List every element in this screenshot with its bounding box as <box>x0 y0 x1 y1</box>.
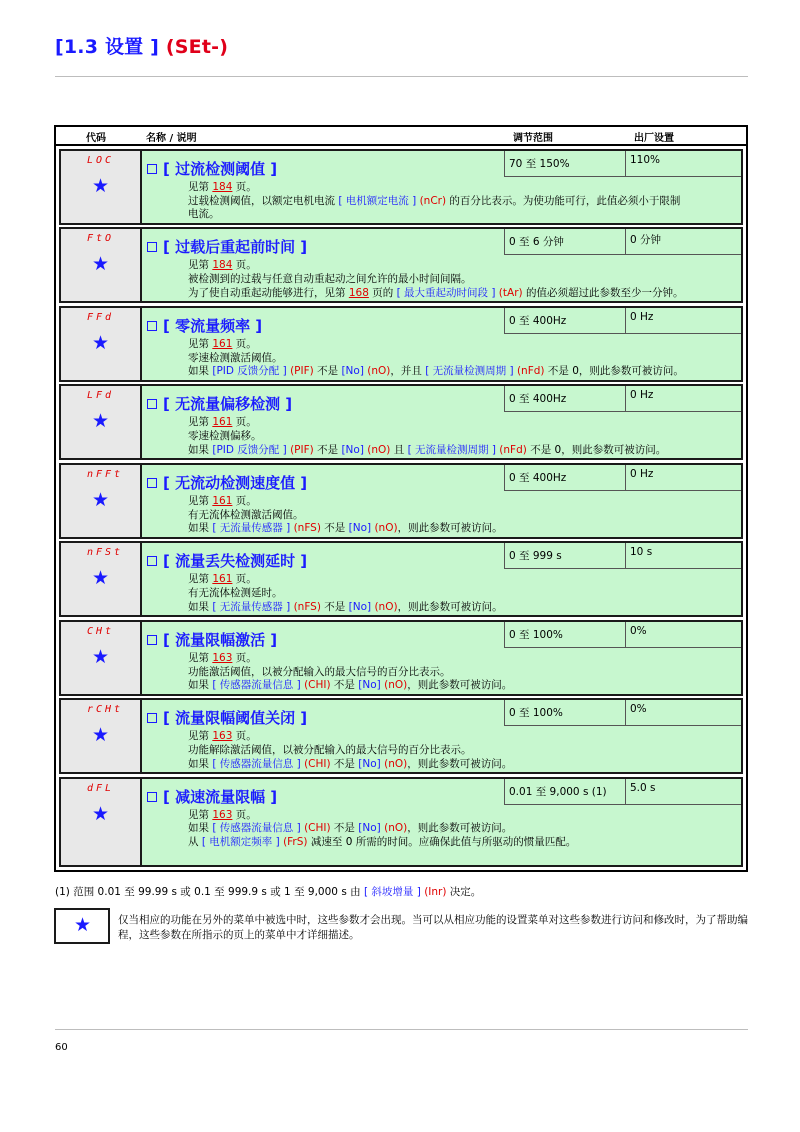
description-cell <box>142 777 743 867</box>
param-code-ref: (nO) <box>367 365 391 378</box>
param-code-ref: (nO) <box>374 600 398 613</box>
desc-text: 见第 <box>188 494 213 507</box>
description-line <box>188 652 725 666</box>
description-line <box>188 836 725 850</box>
desc-text: 被检测到的过载与任意自动重起动之间允许的最小时间间隔。 <box>188 273 472 286</box>
param-code-ref: (nFd) <box>516 365 545 378</box>
table-row <box>59 541 743 617</box>
header-factory: 出厂设置 <box>634 133 674 144</box>
param-ref: [ 电机额定电流 ] <box>338 194 417 207</box>
parameter-table <box>54 125 748 872</box>
param-name: [ 无流动检测速度值 ] <box>163 473 308 492</box>
param-code-ref: (tAr) <box>498 286 523 299</box>
desc-text: 不是 <box>320 522 349 535</box>
desc-text: 的值必须超过此参数至少一分钟。 <box>522 286 684 299</box>
param-ref: [ 无流量传感器 ] <box>212 522 291 535</box>
desc-text: 页。 <box>232 808 257 821</box>
description-line <box>188 601 725 615</box>
description-line <box>188 259 725 273</box>
description-line <box>188 758 725 772</box>
desc-text: 功能激活阈值，以被分配输入的最大信号的百分比表示。 <box>188 665 451 678</box>
desc-text: 如果 <box>188 443 213 456</box>
param-ref: [No] <box>358 757 381 770</box>
desc-text: 决定。 <box>446 886 482 898</box>
desc-text: 见第 <box>188 651 213 664</box>
table-row <box>59 306 743 382</box>
param-description <box>188 338 725 379</box>
desc-text: 过载检测阈值，以额定电机电流 <box>188 194 339 207</box>
desc-text: 如果 <box>188 365 213 378</box>
param-code-ref: (CHI) <box>304 679 331 692</box>
desc-text: 从 <box>188 836 202 849</box>
description-line <box>188 444 725 458</box>
top-divider <box>55 76 748 77</box>
description-line <box>188 495 725 509</box>
param-ref: [ 电机额定频率 ] <box>201 836 280 849</box>
code-cell <box>59 620 142 696</box>
star-icon: ★ <box>92 253 110 276</box>
header-name: 名称 / 说明 <box>146 133 197 144</box>
factory-value: 10 s <box>625 543 741 569</box>
param-description <box>188 730 725 771</box>
table-row <box>59 463 743 539</box>
factory-value: 0 Hz <box>625 386 741 412</box>
description-line <box>188 809 725 823</box>
page-ref-link[interactable]: 184 <box>212 181 233 193</box>
param-name: [ 无流量偏移检测 ] <box>163 395 293 414</box>
param-ref: [ 传感器流量信息 ] <box>212 757 301 770</box>
desc-text: 不是 <box>313 443 342 456</box>
code-cell <box>59 698 142 774</box>
desc-text: 见第 <box>188 808 213 821</box>
param-name-line <box>147 707 307 728</box>
param-name: [ 流量限幅激活 ] <box>163 630 278 649</box>
param-code: nFSt <box>87 547 124 559</box>
param-name-line <box>147 393 292 414</box>
page-ref-link[interactable]: 161 <box>212 494 233 507</box>
desc-text: 不是 0，则此参数可被访问。 <box>544 365 684 378</box>
description-cell <box>142 149 743 225</box>
param-name: [ 减速流量限幅 ] <box>163 787 278 806</box>
desc-text: 页。 <box>232 494 257 507</box>
param-ref: [No] <box>341 365 364 378</box>
star-icon: ★ <box>92 802 110 825</box>
desc-text: 的百分比表示。为使功能可行，此值必须小于限制 <box>446 194 681 207</box>
param-code: CHt <box>87 625 115 637</box>
param-name: [ 过载后重起前时间 ] <box>163 238 308 257</box>
desc-text: ，则此参数可被访问。 <box>397 600 503 613</box>
range-value: 0 至 100% <box>504 622 625 648</box>
range-value: 0 至 999 s <box>504 543 625 569</box>
desc-text: 如果 <box>188 757 213 770</box>
code-cell <box>59 306 142 382</box>
param-code: dFL <box>87 782 115 794</box>
param-description <box>188 495 725 536</box>
param-ref: [No] <box>358 822 381 835</box>
code-cell <box>59 463 142 539</box>
desc-text: 如果 <box>188 522 213 535</box>
param-code-ref: (nFd) <box>499 443 527 456</box>
checkbox-icon <box>147 399 157 409</box>
param-description <box>188 652 725 693</box>
desc-text: 页。 <box>232 730 257 743</box>
desc-text: ，并且 <box>390 365 426 378</box>
factory-value: 0% <box>625 700 741 726</box>
param-description <box>188 416 725 457</box>
desc-text: 见第 <box>188 416 213 429</box>
param-name-line <box>147 629 277 650</box>
param-ref: [No] <box>358 679 381 692</box>
description-line <box>188 573 725 587</box>
code-cell <box>59 384 142 460</box>
param-code-ref: (nFS) <box>293 522 321 535</box>
param-ref: [ 斜坡增量 ] <box>363 886 421 898</box>
table-row <box>59 698 743 774</box>
desc-text: 有无流体检测激活阈值。 <box>188 508 304 521</box>
code-cell <box>59 149 142 225</box>
page-title-main: [1.3 设置 ] <box>55 36 160 58</box>
param-ref: [PID 反馈分配 ] <box>212 365 287 378</box>
param-description <box>188 181 725 222</box>
checkbox-icon <box>147 635 157 645</box>
param-ref: [No] <box>348 522 372 535</box>
checkbox-icon <box>147 321 157 331</box>
checkbox-icon <box>147 792 157 802</box>
star-icon: ★ <box>92 331 110 354</box>
desc-text: 如果 <box>188 600 213 613</box>
desc-text: 零速检测激活阈值。 <box>188 351 283 364</box>
description-cell <box>142 384 743 460</box>
code-cell <box>59 541 142 617</box>
desc-text: 不是 <box>330 757 359 770</box>
page-ref-link[interactable]: 163 <box>212 808 233 821</box>
star-icon: ★ <box>92 410 110 433</box>
range-value: 0 至 400Hz <box>504 308 625 334</box>
desc-text: 不是 <box>320 600 349 613</box>
description-line <box>188 744 725 758</box>
param-ref: [No] <box>341 443 364 456</box>
param-code-ref: (Inr) <box>424 886 447 898</box>
description-line <box>188 666 725 680</box>
desc-text: 页的 <box>368 286 397 299</box>
param-name-line <box>147 158 277 179</box>
description-cell <box>142 620 743 696</box>
param-ref: [PID 反馈分配 ] <box>212 443 287 456</box>
param-code: LFd <box>87 390 115 402</box>
param-description <box>188 809 725 850</box>
param-ref: [ 最大重起动时间段 ] <box>396 286 496 299</box>
page-ref-link[interactable]: 163 <box>212 730 233 743</box>
param-code-ref: (CHI) <box>304 822 331 835</box>
desc-text: 见第 <box>188 573 213 586</box>
page-ref-link[interactable]: 161 <box>212 416 233 429</box>
page-ref-link[interactable]: 161 <box>212 337 233 350</box>
description-line <box>188 509 725 523</box>
table-row <box>59 777 743 867</box>
desc-text: 页。 <box>232 181 257 193</box>
star-icon: ★ <box>92 488 110 511</box>
desc-text: 不是 0，则此参数可被访问。 <box>526 443 667 456</box>
table-row <box>59 227 743 303</box>
desc-text: 见第 <box>188 181 213 193</box>
param-name-line <box>147 786 277 807</box>
param-name: [ 流量丢失检测延时 ] <box>163 552 308 571</box>
table-row <box>59 149 743 225</box>
checkbox-icon <box>147 478 157 488</box>
desc-text: 如果 <box>188 822 213 835</box>
desc-text: 电流。 <box>188 208 220 221</box>
description-line <box>188 730 725 744</box>
star-icon: ★ <box>92 645 110 668</box>
desc-text: 减速至 0 所需的时间。应确保此值与所驱动的惯量匹配。 <box>307 836 577 849</box>
desc-text: 零速检测偏移。 <box>188 430 262 443</box>
param-code-ref: (nCr) <box>419 194 447 207</box>
description-line <box>188 416 725 430</box>
range-value: 0 至 400Hz <box>504 465 625 491</box>
desc-text: ，则此参数可被访问。 <box>407 822 513 835</box>
bottom-divider <box>55 1029 748 1030</box>
description-line <box>188 430 725 444</box>
param-name-line <box>147 550 307 571</box>
range-value: 0.01 至 9,000 s (1) <box>504 779 625 805</box>
desc-text: ，则此参数可被访问。 <box>407 679 513 692</box>
star-icon: ★ <box>74 914 92 936</box>
param-code-ref: (nO) <box>384 757 408 770</box>
header-range: 调节范围 <box>513 133 553 144</box>
param-ref: [ 传感器流量信息 ] <box>212 679 301 692</box>
param-description <box>188 259 725 300</box>
desc-text: 页。 <box>232 573 257 586</box>
desc-text: 功能解除激活阈值，以被分配输入的最大信号的百分比表示。 <box>188 743 472 756</box>
table-row <box>59 620 743 696</box>
description-cell <box>142 463 743 539</box>
desc-text: 不是 <box>330 822 359 835</box>
footnote <box>55 884 481 899</box>
description-line <box>188 195 725 209</box>
param-ref: [No] <box>348 600 372 613</box>
desc-text: ，则此参数可被访问。 <box>397 522 503 535</box>
param-code-ref: (nO) <box>384 679 408 692</box>
param-code-ref: (nO) <box>367 443 391 456</box>
param-code-ref: (nFS) <box>293 600 321 613</box>
range-value: 0 至 6 分钟 <box>504 229 625 255</box>
code-cell <box>59 227 142 303</box>
param-name: [ 流量限幅阈值关闭 ] <box>163 709 308 728</box>
desc-text: 不是 <box>330 679 359 692</box>
param-name-line <box>147 472 307 493</box>
desc-text: 且 <box>390 443 408 456</box>
param-code-ref: (PIF) <box>290 365 314 378</box>
page-ref-link[interactable]: 184 <box>212 259 233 272</box>
description-line <box>188 522 725 536</box>
param-code-ref: (FrS) <box>283 836 308 849</box>
page-ref-link[interactable]: 168 <box>348 286 369 299</box>
factory-value: 110% <box>625 151 741 177</box>
desc-text: 页。 <box>232 416 257 429</box>
desc-text: 有无流体检测延时。 <box>188 587 283 600</box>
description-line <box>188 208 725 222</box>
param-code-ref: (PIF) <box>290 443 314 456</box>
range-value: 0 至 400Hz <box>504 386 625 412</box>
description-line <box>188 822 725 836</box>
description-line <box>188 338 725 352</box>
param-ref: [ 无流量检测周期 ] <box>425 365 514 378</box>
header-code: 代码 <box>86 133 106 144</box>
star-icon: ★ <box>92 724 110 747</box>
param-code: rCHt <box>87 704 124 716</box>
page-ref-link[interactable]: 163 <box>212 651 233 664</box>
param-name: [ 过流检测阈值 ] <box>163 160 278 178</box>
legend-text: 仅当相应的功能在另外的菜单中被选中时，这些参数才会出现。当可以从相应功能的设置菜单对这些参数进行访问和修改时，为了帮助编程，这些参数在所指示的页上的菜单中才详细描述。 <box>118 914 748 941</box>
param-code: LOC <box>87 155 115 166</box>
table-header <box>54 125 748 144</box>
param-code: nFFt <box>87 468 124 480</box>
table-body <box>54 144 748 872</box>
description-line <box>188 273 725 287</box>
desc-text: 页。 <box>232 259 257 272</box>
legend-box <box>54 908 110 944</box>
description-line <box>188 587 725 601</box>
param-code: FFd <box>87 311 115 323</box>
description-cell <box>142 541 743 617</box>
param-ref: [ 无流量传感器 ] <box>212 600 291 613</box>
description-line <box>188 365 725 379</box>
description-line <box>188 679 725 693</box>
param-code: FtO <box>87 233 115 245</box>
factory-value: 0 分钟 <box>625 229 741 255</box>
factory-value: 0% <box>625 622 741 648</box>
description-cell <box>142 227 743 303</box>
desc-text: 见第 <box>188 259 213 272</box>
desc-text: 见第 <box>188 730 213 743</box>
range-value: 0 至 100% <box>504 700 625 726</box>
star-icon: ★ <box>92 567 110 590</box>
description-cell <box>142 698 743 774</box>
checkbox-icon <box>147 713 157 723</box>
description-line <box>188 352 725 366</box>
desc-text: (1) 范围 0.01 至 99.99 s 或 0.1 至 999.9 s 或 1 至 9,000 s 由 <box>55 886 364 898</box>
description-line <box>188 181 725 195</box>
desc-text: 如果 <box>188 679 213 692</box>
page-number: 60 <box>55 1042 68 1053</box>
checkbox-icon <box>147 556 157 566</box>
code-cell <box>59 777 142 867</box>
table-row <box>59 384 743 460</box>
factory-value: 0 Hz <box>625 308 741 334</box>
range-value: 70 至 150% <box>504 151 625 177</box>
param-name: [ 零流量频率 ] <box>163 316 263 335</box>
param-name-line <box>147 236 307 257</box>
desc-text: 页。 <box>232 337 257 350</box>
param-description <box>188 573 725 614</box>
factory-value: 0 Hz <box>625 465 741 491</box>
factory-value: 5.0 s <box>625 779 741 805</box>
param-code-ref: (CHI) <box>304 757 331 770</box>
checkbox-icon <box>147 242 157 252</box>
desc-text: 见第 <box>188 337 213 350</box>
page-title <box>55 32 228 59</box>
checkbox-icon <box>147 164 157 174</box>
param-code-ref: (nO) <box>384 822 408 835</box>
desc-text: 页。 <box>232 651 257 664</box>
description-line <box>188 287 725 301</box>
param-name-line <box>147 315 262 336</box>
page-title-code: (SEt-) <box>165 36 229 58</box>
param-ref: [ 传感器流量信息 ] <box>212 822 301 835</box>
desc-text: ，则此参数可被访问。 <box>407 757 513 770</box>
star-icon: ★ <box>92 175 110 197</box>
page-ref-link[interactable]: 161 <box>212 573 233 586</box>
param-ref: [ 无流量检测周期 ] <box>407 443 496 456</box>
param-code-ref: (nO) <box>374 522 398 535</box>
description-cell <box>142 306 743 382</box>
desc-text: 不是 <box>313 365 342 378</box>
desc-text: 为了使自动重起动能够进行，见第 <box>188 286 349 299</box>
